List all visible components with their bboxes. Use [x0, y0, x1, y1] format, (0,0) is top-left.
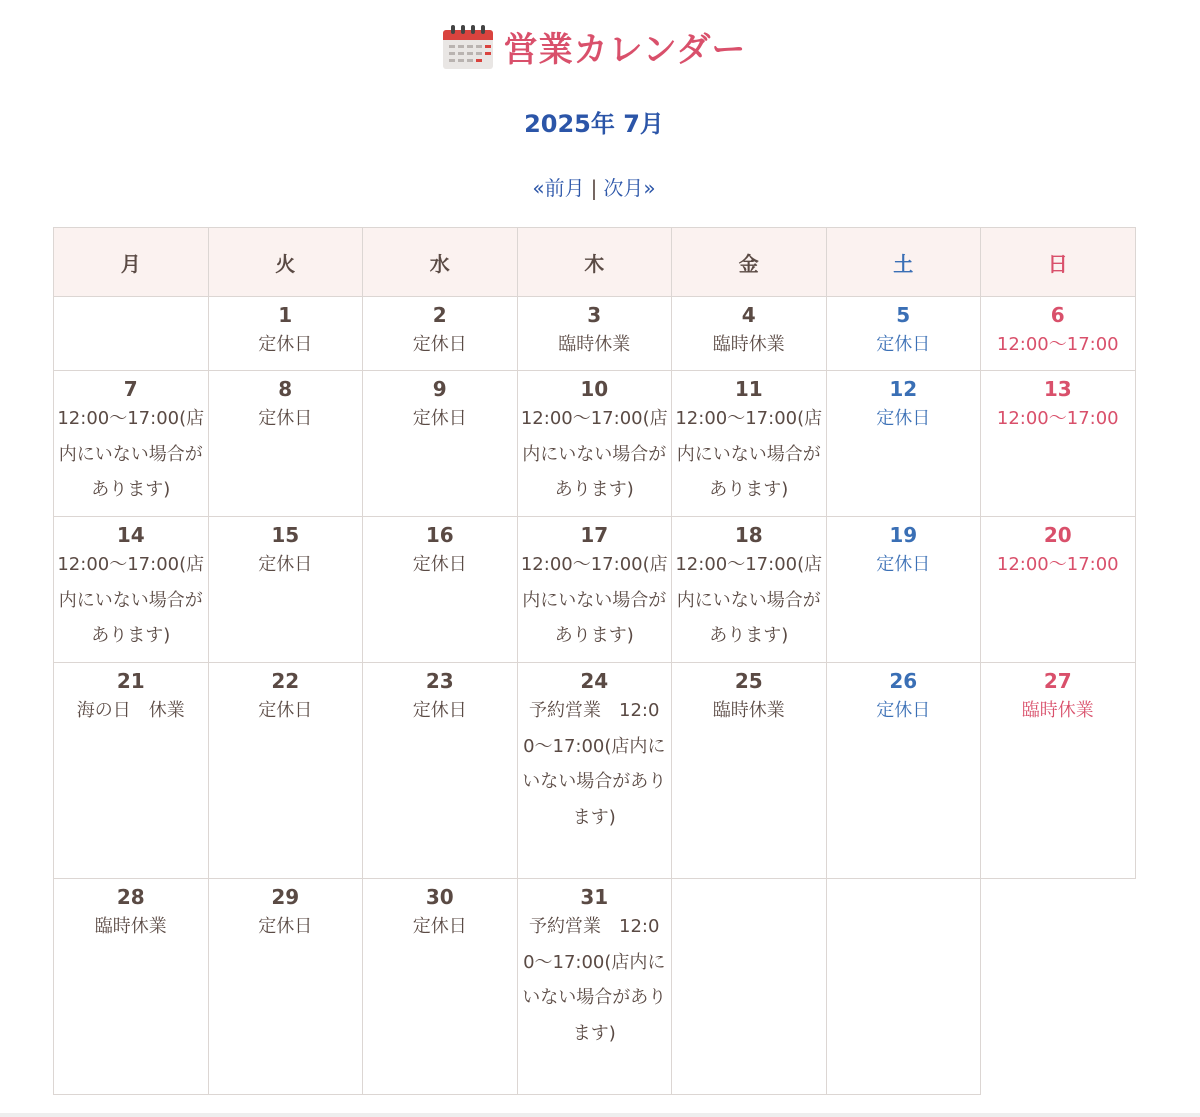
- day-note: 12:00〜17:00: [996, 554, 1119, 575]
- weekday-sat: 土: [826, 228, 981, 297]
- weekday-thu: 木: [517, 228, 672, 297]
- day-note: 予約営業 12:00〜17:00(店内にいない場合があります): [522, 700, 667, 828]
- day-note: 定休日: [876, 334, 931, 355]
- day-cell-saturday: [826, 297, 981, 371]
- week-row: [54, 663, 1136, 879]
- day-cell-saturday: [826, 517, 981, 663]
- day-number: 12: [889, 377, 918, 401]
- day-note: 12:00〜17:00(店内にいない場合があります): [520, 554, 668, 646]
- day-number: 16: [425, 523, 454, 547]
- day-cell: [363, 371, 518, 517]
- day-cell-sunday: [981, 517, 1136, 663]
- day-note: 臨時休業: [558, 334, 631, 355]
- day-number: 24: [580, 669, 609, 693]
- calendar-icon: [442, 24, 494, 70]
- weekday-header-row: [54, 228, 1136, 297]
- day-cell: [517, 297, 672, 371]
- day-cell: [672, 371, 827, 517]
- week-row: [54, 879, 1136, 1095]
- weekday-mon: 月: [54, 228, 209, 297]
- day-cell: [54, 879, 209, 1095]
- day-note: 定休日: [412, 916, 467, 937]
- day-cell-sunday: [981, 663, 1136, 879]
- day-number: 19: [889, 523, 918, 547]
- day-cell: [363, 879, 518, 1095]
- day-number: 9: [432, 377, 447, 401]
- day-number: 30: [425, 885, 454, 909]
- day-note: 臨時休業: [712, 700, 785, 721]
- day-cell-empty: [826, 879, 981, 1095]
- day-number: 7: [123, 377, 138, 401]
- weekday-fri: 金: [672, 228, 827, 297]
- day-number: 31: [580, 885, 609, 909]
- day-note: 12:00〜17:00(店内にいない場合があります): [57, 408, 205, 500]
- day-cell: [672, 663, 827, 879]
- page-header: [0, 22, 1188, 74]
- day-number: 25: [734, 669, 763, 693]
- day-number: 2: [432, 303, 447, 327]
- day-cell: [672, 517, 827, 663]
- day-note: 12:00〜17:00: [996, 408, 1119, 429]
- day-number: 23: [425, 669, 454, 693]
- day-note: 臨時休業: [1021, 700, 1094, 721]
- day-number: 8: [278, 377, 293, 401]
- day-note: 定休日: [258, 408, 313, 429]
- day-note: 臨時休業: [94, 916, 167, 937]
- day-note: 定休日: [876, 408, 931, 429]
- day-note: 定休日: [876, 554, 931, 575]
- day-number: 18: [734, 523, 763, 547]
- day-note: 12:00〜17:00(店内にいない場合があります): [520, 408, 668, 500]
- day-cell: [672, 297, 827, 371]
- day-cell: [54, 663, 209, 879]
- day-note: 定休日: [412, 334, 467, 355]
- day-cell: [54, 517, 209, 663]
- day-cell: [208, 517, 363, 663]
- day-note: 定休日: [412, 408, 467, 429]
- day-number: 5: [896, 303, 911, 327]
- day-cell: [54, 371, 209, 517]
- day-note: 海の日 休業: [76, 700, 185, 721]
- day-number: 4: [741, 303, 756, 327]
- day-note: 12:00〜17:00(店内にいない場合があります): [675, 554, 823, 646]
- prev-month-link[interactable]: «前月: [532, 176, 585, 200]
- month-navigation: [0, 172, 1188, 201]
- day-cell-sunday: [981, 371, 1136, 517]
- day-note: 定休日: [876, 700, 931, 721]
- day-cell: [517, 517, 672, 663]
- page-title: [442, 22, 747, 71]
- day-cell: [208, 663, 363, 879]
- calendar-table: [53, 227, 1136, 1095]
- page-title-text: 営業カレンダー: [503, 30, 747, 70]
- day-cell: [363, 663, 518, 879]
- day-cell: [363, 297, 518, 371]
- nav-separator: |: [590, 176, 598, 200]
- day-cell-empty: [672, 879, 827, 1095]
- day-note: 定休日: [258, 554, 313, 575]
- day-number: 10: [580, 377, 609, 401]
- footer-divider: [0, 1113, 1200, 1117]
- day-cell-saturday: [826, 663, 981, 879]
- day-number: 13: [1043, 377, 1072, 401]
- day-number: 26: [889, 669, 918, 693]
- day-number: 28: [116, 885, 145, 909]
- day-number: 11: [734, 377, 763, 401]
- day-note: 12:00〜17:00(店内にいない場合があります): [675, 408, 823, 500]
- day-number: 3: [587, 303, 602, 327]
- weekday-sun: 日: [981, 228, 1136, 297]
- week-row: [54, 371, 1136, 517]
- day-number: 21: [116, 669, 145, 693]
- day-note: 予約営業 12:00〜17:00(店内にいない場合があります): [522, 916, 667, 1044]
- day-cell: [208, 371, 363, 517]
- day-number: 6: [1050, 303, 1065, 327]
- week-row: [54, 297, 1136, 371]
- day-note: 12:00〜17:00(店内にいない場合があります): [57, 554, 205, 646]
- day-cell: [54, 297, 209, 371]
- day-number: 14: [116, 523, 145, 547]
- day-note: 定休日: [258, 916, 313, 937]
- day-cell: [517, 879, 672, 1095]
- day-note: 定休日: [258, 334, 313, 355]
- day-cell-sunday: [981, 297, 1136, 371]
- next-month-link[interactable]: 次月»: [603, 176, 656, 200]
- weekday-wed: 水: [363, 228, 518, 297]
- day-cell: [208, 879, 363, 1095]
- day-number: 1: [278, 303, 293, 327]
- day-note: 12:00〜17:00: [996, 334, 1119, 355]
- day-cell: [517, 371, 672, 517]
- day-number: 17: [580, 523, 609, 547]
- weekday-tue: 火: [208, 228, 363, 297]
- day-cell: [363, 517, 518, 663]
- day-cell: [517, 663, 672, 879]
- week-row: [54, 517, 1136, 663]
- day-number: 29: [271, 885, 300, 909]
- day-note: 定休日: [412, 700, 467, 721]
- day-note: 臨時休業: [712, 334, 785, 355]
- day-number: 15: [271, 523, 300, 547]
- day-number: 22: [271, 669, 300, 693]
- month-label: 2025年 7月: [524, 110, 664, 138]
- day-cell-empty: [981, 879, 1136, 1095]
- day-number: 27: [1043, 669, 1072, 693]
- day-note: 定休日: [412, 554, 467, 575]
- day-cell-saturday: [826, 371, 981, 517]
- day-cell: [208, 297, 363, 371]
- day-note: 定休日: [258, 700, 313, 721]
- day-number: 20: [1043, 523, 1072, 547]
